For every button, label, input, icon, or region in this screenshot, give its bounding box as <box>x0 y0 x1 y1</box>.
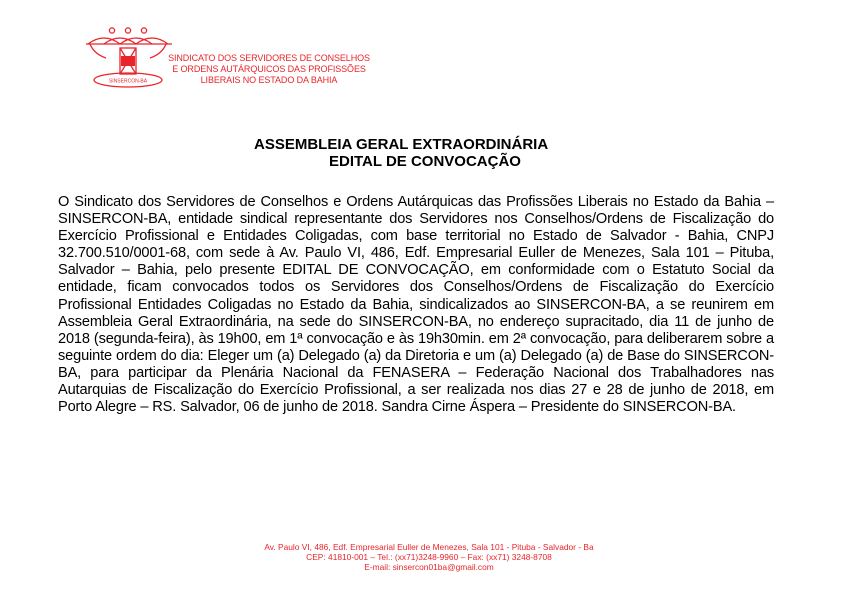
letterhead-logo <box>84 26 374 96</box>
union-name-line-3: LIBERAIS NO ESTADO DA BAHIA <box>200 75 338 85</box>
emblem-caption: SINSERCON-BA <box>108 78 148 85</box>
footer-contact: CEP: 41810-001 – Tel.: (xx71)3248-9960 – Fax: (xx71) 3248-8708 <box>306 552 552 562</box>
union-emblem-icon <box>84 26 174 96</box>
footer-email: E-mail: sinsercon01ba@gmail.com <box>364 562 494 572</box>
union-name-line-2: E ORDENS AUTÁRQUICOS DAS PROFISSÕES <box>172 64 366 74</box>
footer-address: Av. Paulo VI, 486, Edf. Empresarial Euller de Menezes, Sala 101 - Pituba - Salvador - Ba <box>264 542 594 552</box>
convocation-paragraph: O Sindicato dos Servidores de Conselhos e Ordens Autárquicas das Profissões Liberais no Estado da Bahia – SINSERCON-BA, entidade sindical representante dos Servidores nos Conselhos/Ordens de Fiscalização do Exercício Profissional e Entidades Coligadas, com base territorial no Estado de Salvador - Bahia, CNPJ 32.700.510/0001-68, com sede à Av. Paulo VI, 486, Edf. Empresarial Euller de Menezes, Sala 101 – Pituba, Salvador – Bahia, pelo presente EDITAL DE CONVOCAÇÃO, em conformidade com o Estatuto Social da entidade, ficam convocados todos os Servidores dos Conselhos/Ordens de Fiscalização do Exercício Profissional Entidades Coligadas no Estado da Bahia, sindicalizados ao SINSERCON-BA, a se reunirem em Assembleia Geral Extraordinária, na sede do SINSERCON-BA, no endereço supracitado, dia 11 de junho de 2018 (segunda-feira), às 19h00, em 1ª convocação e às 19h30min. em 2ª convocação, para deliberarem sobre a seguinte ordem do dia: Eleger um (a) Delegado (a) da Diretoria e um (a) Delegado (a) de Base do SINSERCON-BA, para participar da Plenária Nacional da FENASERA – Federação Nacional dos Trabalhadores nas Autarquias de Fiscalização do Exercício Profissional, a ser realizada nos dias 27 e 28 de junho de 2018, em Porto Alegre – RS. Salvador, 06 de junho de 2018. Sandra Cirne Áspera – Presidente do SINSERCON-BA. <box>58 194 774 416</box>
title-line-2: EDITAL DE CONVOCAÇÃO <box>329 153 521 170</box>
union-name <box>164 53 374 86</box>
title-line-1: ASSEMBLEIA GERAL EXTRAORDINÁRIA <box>254 136 549 153</box>
letterhead-footer <box>0 542 842 572</box>
union-name-line-1: SINDICATO DOS SERVIDORES DE CONSELHOS <box>168 53 370 63</box>
